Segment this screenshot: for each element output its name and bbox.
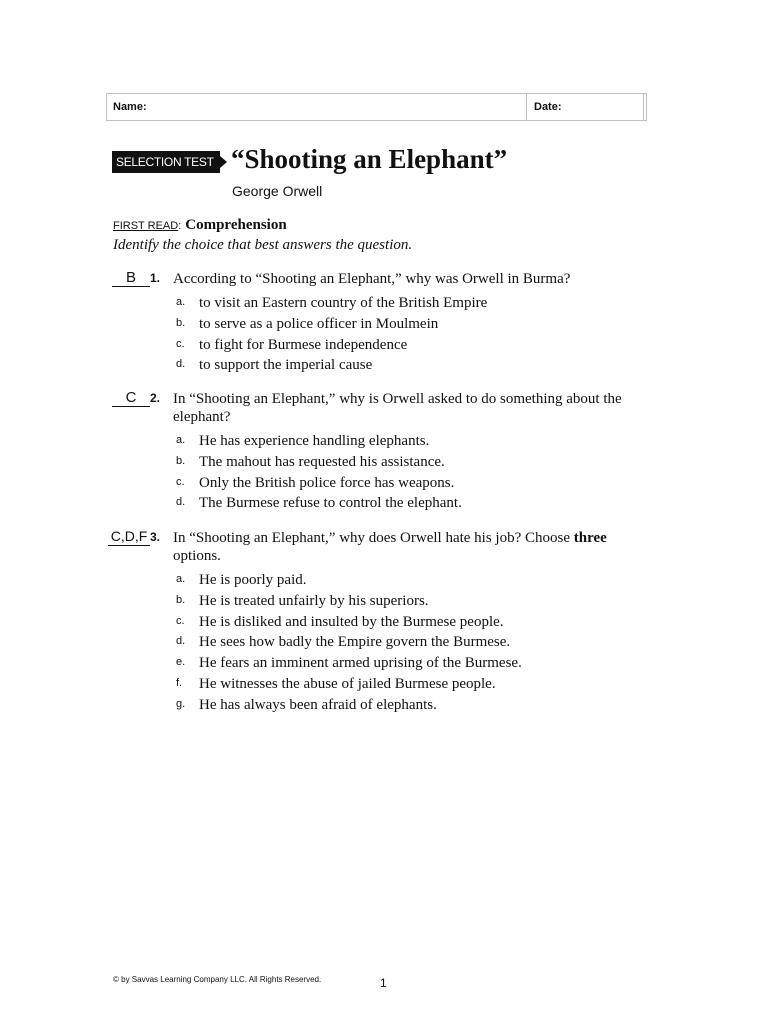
question-text: In “Shooting an Elephant,” why is Orwell asked to do something about the elephant? [173, 391, 622, 425]
section-separator: : [178, 220, 182, 232]
option-item[interactable] [176, 655, 636, 676]
question-number: 3. [150, 530, 161, 544]
option-item[interactable] [176, 676, 636, 697]
option-text: to support the imperial cause [199, 357, 373, 374]
option-text: He has experience handling elephants. [199, 433, 430, 449]
option-letter: e. [176, 656, 186, 669]
option-item[interactable] [176, 593, 636, 614]
option-item[interactable] [176, 572, 636, 593]
page-number: 1 [380, 976, 387, 990]
copyright-notice: © by Savvas Learning Company LLC. All Rights Reserved. [113, 975, 322, 984]
question-number: 2. [150, 391, 161, 405]
selection-test-badge: SELECTION TEST [112, 151, 220, 173]
date-field[interactable] [534, 101, 562, 113]
option-item[interactable] [176, 697, 636, 718]
option-text: Only the British police force has weapons. [199, 474, 455, 491]
section-title: Comprehension [185, 217, 287, 233]
question-text-emphasis: three [573, 530, 607, 546]
option-item[interactable] [176, 316, 636, 337]
name-field[interactable] [107, 94, 527, 120]
option-item[interactable] [176, 475, 636, 496]
badge-arrow-icon [220, 156, 227, 168]
option-text: He is treated unfairly by his superiors. [199, 592, 429, 609]
option-item[interactable] [176, 495, 636, 516]
option-text: He is disliked and insulted by the Burmese people. [199, 613, 504, 630]
option-letter: c. [176, 614, 185, 627]
option-text: He is poorly paid. [199, 572, 307, 588]
question-number: 1. [150, 271, 161, 285]
option-letter: d. [176, 635, 186, 648]
date-label: Date: [534, 101, 562, 113]
page-title: “Shooting an Elephant” [231, 144, 508, 174]
option-text: He fears an imminent armed uprising of the Burmese. [199, 655, 522, 672]
option-text: The mahout has requested his assistance. [199, 453, 445, 470]
option-letter: c. [176, 337, 185, 350]
option-text: He sees how badly the Empire govern the Burmese. [199, 634, 511, 651]
option-text: to visit an Eastern country of the British Empire [199, 295, 488, 311]
option-letter: b. [176, 593, 186, 606]
option-item[interactable] [176, 634, 636, 655]
section-heading [113, 216, 287, 234]
option-item[interactable] [176, 454, 636, 475]
answer-blank[interactable]: B [112, 269, 150, 287]
answer-blank[interactable]: C [112, 389, 150, 407]
answer-blank[interactable]: C,D,F [108, 528, 150, 546]
option-list [176, 433, 636, 516]
option-text: The Burmese refuse to control the elephant. [199, 495, 462, 512]
option-letter: b. [176, 454, 186, 467]
option-text: to serve as a police officer in Moulmein [199, 315, 439, 332]
option-letter: a. [176, 573, 186, 585]
option-letter: a. [176, 434, 186, 446]
option-item[interactable] [176, 295, 636, 316]
option-letter: d. [176, 358, 186, 371]
name-label: Name: [113, 101, 147, 113]
option-letter: a. [176, 296, 186, 308]
question-text-start: In “Shooting an Elephant,” why does Orwell hate his job? Choose [173, 530, 574, 546]
option-letter: c. [176, 475, 185, 488]
question-text: According to “Shooting an Elephant,” why was Orwell in Burma? [173, 271, 571, 287]
option-item[interactable] [176, 357, 636, 378]
box-divider [643, 94, 644, 120]
option-item[interactable] [176, 433, 636, 454]
option-letter: g. [176, 697, 186, 710]
question-text-end: options. [173, 548, 221, 564]
option-letter: d. [176, 496, 186, 509]
section-label: FIRST READ [113, 220, 179, 232]
author-name: George Orwell [232, 183, 323, 199]
option-letter: b. [176, 316, 186, 329]
option-list [176, 572, 636, 718]
question-text [173, 529, 643, 565]
name-date-box [106, 93, 647, 121]
option-text: He witnesses the abuse of jailed Burmese people. [199, 675, 496, 692]
option-item[interactable] [176, 614, 636, 635]
instructions: Identify the choice that best answers the question. [113, 237, 413, 253]
option-text: He has always been afraid of elephants. [199, 696, 437, 713]
option-list [176, 295, 636, 378]
option-letter: f. [176, 676, 183, 689]
option-item[interactable] [176, 337, 636, 358]
option-text: to fight for Burmese independence [199, 336, 408, 353]
